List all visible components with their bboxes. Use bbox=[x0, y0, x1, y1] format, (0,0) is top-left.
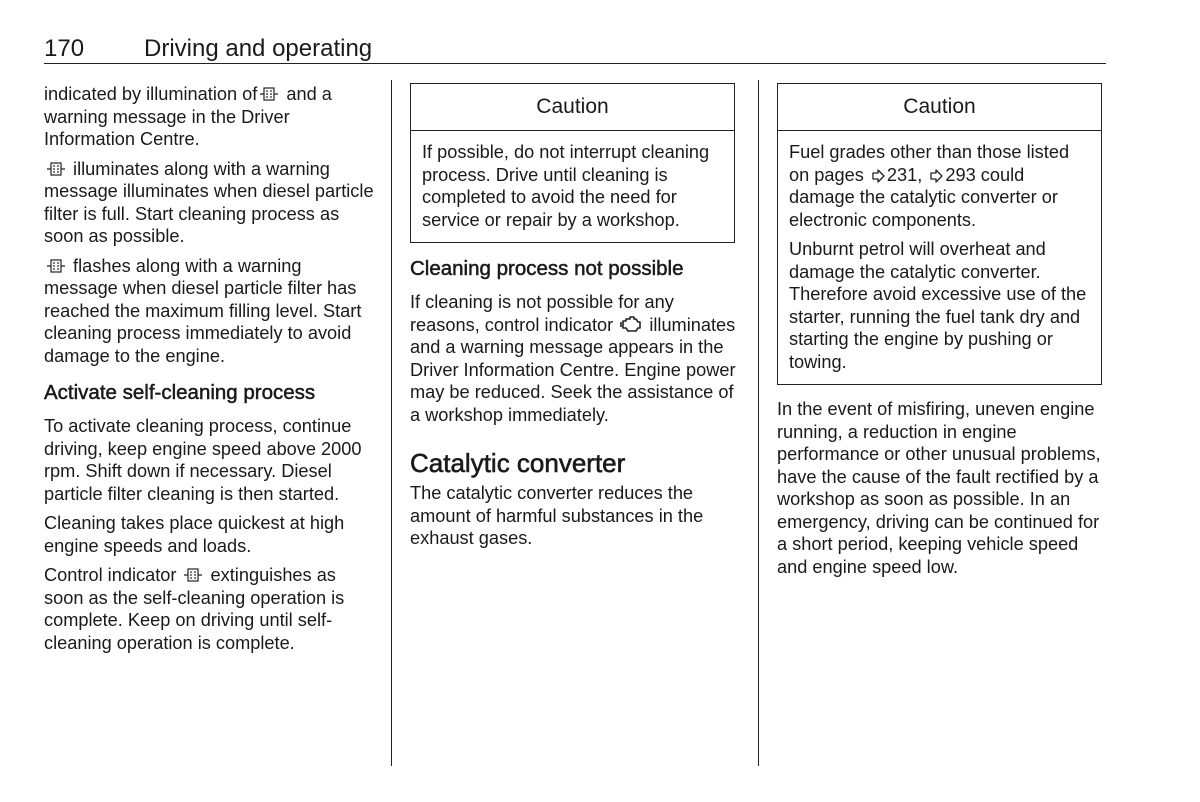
text: indicated by illumination of bbox=[44, 84, 258, 104]
text: If cleaning is not possible for any reasons, control indicator bbox=[410, 292, 674, 335]
page-number: 170 bbox=[44, 35, 85, 62]
paragraph bbox=[44, 255, 374, 368]
paragraph bbox=[410, 291, 740, 426]
caution-title: Caution bbox=[411, 84, 734, 131]
section-title: Driving and operating bbox=[144, 35, 373, 62]
column-middle bbox=[410, 83, 740, 557]
paragraph: To activate cleaning process, continue driving, keep engine speed above 2000 rpm. Shift down if necessary. Diesel particle filter cleaning is then started. bbox=[44, 416, 362, 504]
text: , bbox=[917, 164, 928, 185]
heading-catalytic-converter: Catalytic converter bbox=[410, 448, 626, 478]
text: and a warning message in the Driver Information Centre. bbox=[44, 84, 332, 149]
paragraph: In the event of misfiring, uneven engine running, a reduction in engine performance or other unusual problems, have the cause of the fault rectified by a workshop as soon as possible. In an emergency, driving can be continued for a short period, keeping vehicle speed and engine speed low. bbox=[777, 399, 1101, 577]
column-divider bbox=[758, 80, 759, 766]
paragraph bbox=[44, 83, 374, 151]
subheading-cleaning-not-possible: Cleaning process not possible bbox=[410, 257, 684, 280]
page-header bbox=[44, 33, 1106, 64]
text: flashes along with a warning message when diesel particle filter has reached the maximum filling level. Start cleaning process immediately to avoid damage to the engine. bbox=[44, 255, 362, 366]
subheading-activate-self-cleaning: Activate self-cleaning process bbox=[44, 381, 316, 404]
column-left bbox=[44, 83, 374, 661]
text: illuminates along with a warning message illuminates when diesel particle filter is full. Start cleaning process as soon as possible. bbox=[44, 158, 374, 246]
diesel-particle-filter-icon bbox=[47, 161, 65, 177]
text: Control indicator bbox=[44, 565, 182, 585]
page-reference-link[interactable]: 231 bbox=[886, 164, 918, 185]
caution-body bbox=[411, 131, 734, 242]
caution-text: If possible, do not interrupt cleaning process. Drive until cleaning is completed to avoid the need for service or repair by a workshop. bbox=[422, 142, 710, 230]
paragraph: The catalytic converter reduces the amount of harmful substances in the exhaust gases. bbox=[410, 483, 704, 548]
caution-text: Unburnt petrol will overheat and damage the catalytic converter. Therefore avoid excessive use of the starter, running the fuel tank dry and starting the engine by pushing or towing. bbox=[789, 239, 1087, 372]
page-reference-arrow-icon bbox=[871, 169, 885, 183]
caution-text bbox=[789, 141, 1091, 231]
paragraph bbox=[44, 564, 374, 654]
column-divider bbox=[391, 80, 392, 766]
caution-box bbox=[410, 83, 735, 243]
check-engine-icon bbox=[620, 315, 642, 333]
text: Fuel grades other than those listed on pages bbox=[789, 142, 1070, 185]
column-right bbox=[777, 83, 1107, 585]
diesel-particle-filter-icon bbox=[184, 567, 202, 583]
text: illuminates and a warning message appears in the Driver Information Centre. Engine power may be reduced. Seek the assistance of a workshop immediately. bbox=[410, 314, 736, 425]
text: could damage the catalytic converter or electronic components. bbox=[789, 164, 1058, 230]
caution-body bbox=[778, 131, 1101, 384]
diesel-particle-filter-icon bbox=[260, 86, 278, 102]
page-reference-link[interactable]: 293 bbox=[945, 164, 976, 185]
caution-box bbox=[777, 83, 1102, 385]
paragraph: Cleaning takes place quickest at high engine speeds and loads. bbox=[44, 513, 345, 556]
text: extinguishes as soon as the self-cleaning operation is complete. Keep on driving until self-cleaning operation is complete. bbox=[44, 565, 345, 653]
diesel-particle-filter-icon bbox=[47, 258, 65, 274]
paragraph bbox=[44, 158, 374, 248]
page-reference-arrow-icon bbox=[929, 169, 943, 183]
caution-title: Caution bbox=[778, 84, 1101, 131]
